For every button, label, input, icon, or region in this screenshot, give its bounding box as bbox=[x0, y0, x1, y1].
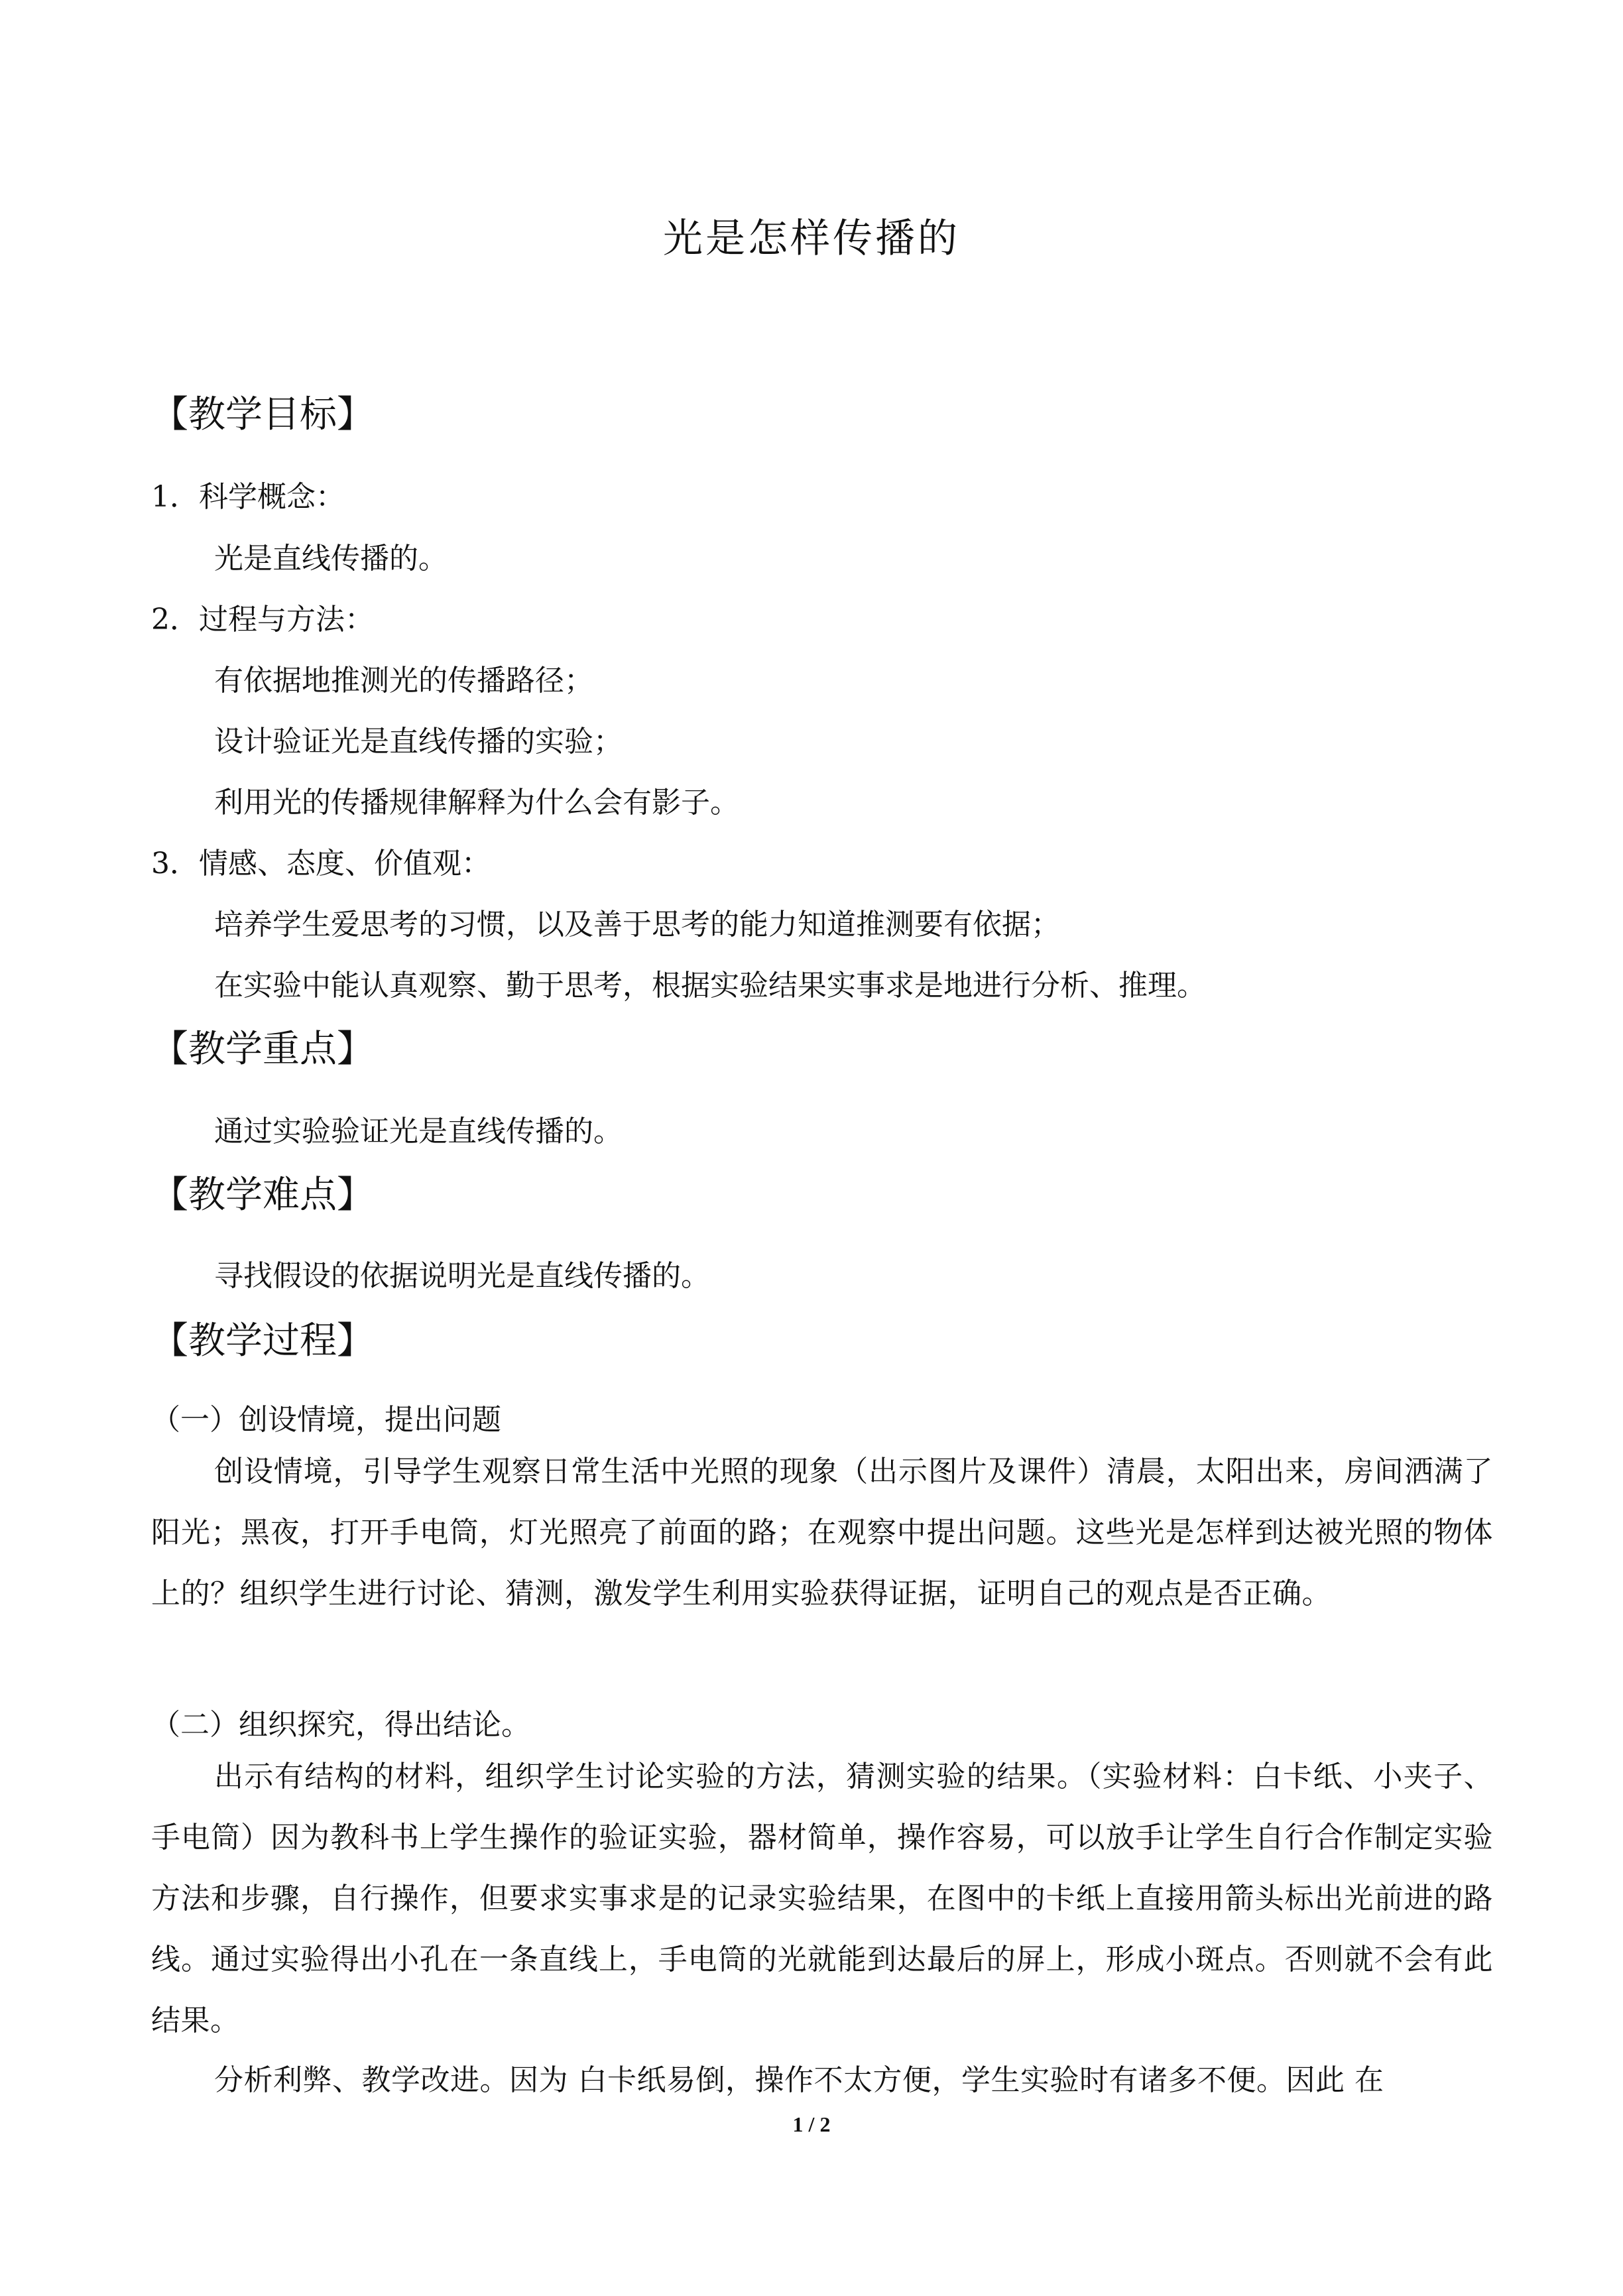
process-step-2-text-continued: 分析利弊、教学改进。因为 白卡纸易倒，操作不太方便，学生实验时有诸多不便。因此 在 bbox=[214, 2063, 1384, 2097]
page-number: 1 / 2 bbox=[792, 2112, 831, 2136]
difficulties-heading: 【教学难点】 bbox=[151, 1174, 374, 1217]
objective-item-3-label: 3．情感、态度、价值观： bbox=[151, 847, 491, 880]
objectives-heading: 【教学目标】 bbox=[151, 393, 374, 436]
key-points-heading: 【教学重点】 bbox=[151, 1028, 374, 1071]
process-heading: 【教学过程】 bbox=[151, 1319, 374, 1362]
objective-item-2-text-1: 有依据地推测光的传播路径； bbox=[214, 664, 593, 697]
process-step-1-text: 创设情境，引导学生观察日常生活中光照的现象（出示图片及课件）清晨，太阳出来，房间洒满了阳光；黑夜，打开手电筒，灯光照亮了前面的路；在观察中提出问题。这些光是怎样到达被光照的物体上的？组织学生进行讨论、猜测，激发学生利用实验获得证据，证明自己的观点是否正确。 bbox=[151, 1455, 1493, 1610]
objective-item-2-text-3: 利用光的传播规律解释为什么会有影子。 bbox=[214, 786, 739, 819]
objective-item-2-text-2: 设计验证光是直线传播的实验； bbox=[214, 725, 623, 758]
key-points-text: 通过实验验证光是直线传播的。 bbox=[214, 1115, 623, 1148]
page-title: 光是怎样传播的 bbox=[663, 215, 960, 262]
difficulties-text: 寻找假设的依据说明光是直线传播的。 bbox=[214, 1259, 710, 1293]
objective-item-2-label: 2．过程与方法： bbox=[151, 603, 374, 636]
objective-item-3-text-2: 在实验中能认真观察、勤于思考，根据实验结果实事求是地进行分析、推理。 bbox=[214, 969, 1206, 1002]
objective-item-1-text: 光是直线传播的。 bbox=[214, 542, 448, 575]
objective-item-1-label: 1．科学概念： bbox=[151, 480, 345, 514]
process-step-2-text: 出示有结构的材料，组织学生讨论实验的方法，猜测实验的结果。（实验材料：白卡纸、小夹子、手电筒）因为教科书上学生操作的验证实验，器材简单，操作容易，可以放手让学生自行合作制定实验方法和步骤，自行操作，但要求实事求是的记录实验结果，在图中的卡纸上直接用箭头标出光前进的路线。通过实验得出小孔在一条直线上，手电筒的光就能到达最后的屏上，形成小斑点。否则就不会有此结果。 bbox=[151, 1760, 1493, 2037]
process-step-2-label: （二）组织探究，得出结论。 bbox=[151, 1708, 530, 1742]
objective-item-3-text-1: 培养学生爱思考的习惯，以及善于思考的能力知道推测要有依据； bbox=[214, 908, 1060, 941]
process-step-1-label: （一）创设情境，提出问题 bbox=[151, 1403, 501, 1437]
